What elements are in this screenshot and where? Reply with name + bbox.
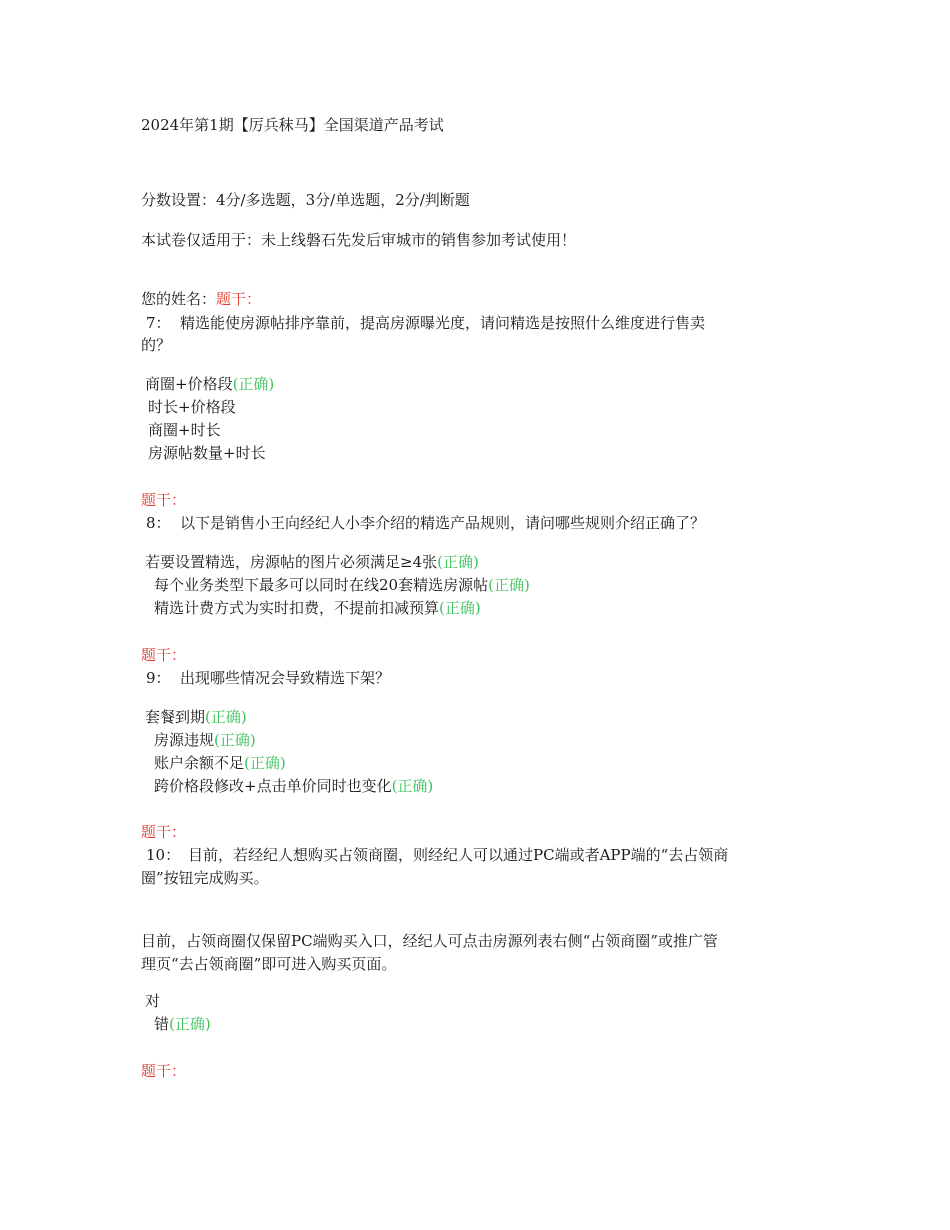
question-text: 精选能使房源帖排序靠前，提高房源曝光度，请问精选是按照什么维度进行售卖 — [180, 314, 706, 332]
option-text: 每个业务类型下最多可以同时在线20套精选房源帖 — [154, 576, 489, 594]
option-item[interactable] — [145, 442, 266, 464]
explanation-text-continued: 理页“去占领商圈”即可进入购买页面。 — [141, 955, 397, 973]
correct-mark: (正确) — [488, 576, 530, 594]
option-item[interactable] — [145, 990, 160, 1012]
question-number: 8： — [146, 514, 171, 532]
option-text: 套餐到期 — [145, 708, 206, 726]
question-text: 出现哪些情况会导致精选下架？ — [180, 669, 391, 687]
option-text: 房源违规 — [154, 731, 215, 749]
question-number: 10： — [146, 846, 181, 864]
option-item[interactable] — [145, 419, 221, 441]
option-item[interactable] — [154, 574, 530, 596]
question-text-continued: 圈”按钮完成购买。 — [141, 869, 269, 887]
option-item[interactable] — [145, 396, 236, 418]
exam-notice: 本试卷仅适用于：未上线磐石先发后审城市的销售参加考试使用！ — [141, 231, 577, 249]
option-item[interactable] — [154, 729, 256, 751]
correct-mark: (正确) — [439, 599, 481, 617]
option-item[interactable] — [145, 373, 274, 395]
question-9 — [146, 667, 390, 689]
stem-label: 题干： — [141, 823, 187, 841]
option-text: 商圈+价格段 — [145, 375, 233, 393]
option-text: 商圈+时长 — [148, 421, 221, 439]
explanation-text: 目前，占领商圈仅保留PC端购买入口，经纪人可点击房源列表右侧“占领商圈”或推广管 — [141, 932, 718, 950]
option-text: 精选计费方式为实时扣费，不提前扣减预算 — [154, 599, 440, 617]
question-text-continued: 的？ — [141, 336, 172, 354]
question-8 — [146, 512, 705, 534]
option-text: 房源帖数量+时长 — [148, 444, 266, 462]
name-row — [141, 288, 261, 310]
option-text: 对 — [145, 992, 161, 1010]
correct-mark: (正确) — [244, 754, 286, 772]
option-text: 错 — [154, 1015, 170, 1033]
correct-mark: (正确) — [232, 375, 275, 393]
name-label: 您的姓名： — [141, 290, 217, 308]
correct-mark: (正确) — [169, 1015, 211, 1033]
option-text: 账户余额不足 — [154, 754, 245, 772]
option-text: 跨价格段修改+点击单价同时也变化 — [154, 777, 392, 795]
stem-label: 题干： — [141, 491, 187, 509]
option-item[interactable] — [154, 1013, 211, 1035]
option-item[interactable] — [145, 551, 479, 573]
option-text: 时长+价格段 — [148, 398, 236, 416]
question-7 — [146, 312, 705, 334]
option-item[interactable] — [154, 597, 481, 619]
stem-label: 题干： — [141, 1062, 187, 1080]
option-text: 若要设置精选，房源帖的图片必须满足≥4张 — [145, 553, 438, 571]
score-setting: 分数设置：4分/多选题，3分/单选题，2分/判断题 — [141, 191, 470, 209]
correct-mark: (正确) — [205, 708, 247, 726]
option-item[interactable] — [154, 752, 286, 774]
exam-title: 2024年第1期【厉兵秣马】全国渠道产品考试 — [141, 116, 444, 134]
question-number: 9： — [146, 669, 171, 687]
option-item[interactable] — [154, 775, 433, 797]
question-text: 以下是销售小王向经纪人小李介绍的精选产品规则，请问哪些规则介绍正确了？ — [180, 514, 706, 532]
question-text: 目前，若经纪人想购买占领商圈，则经纪人可以通过PC端或者APP端的“去占领商 — [188, 846, 729, 864]
correct-mark: (正确) — [437, 553, 479, 571]
option-item[interactable] — [145, 706, 247, 728]
stem-label: 题干： — [216, 290, 262, 308]
stem-label: 题干： — [141, 646, 187, 664]
question-10 — [146, 844, 728, 866]
correct-mark: (正确) — [214, 731, 256, 749]
question-number: 7： — [146, 314, 171, 332]
correct-mark: (正确) — [391, 777, 434, 795]
